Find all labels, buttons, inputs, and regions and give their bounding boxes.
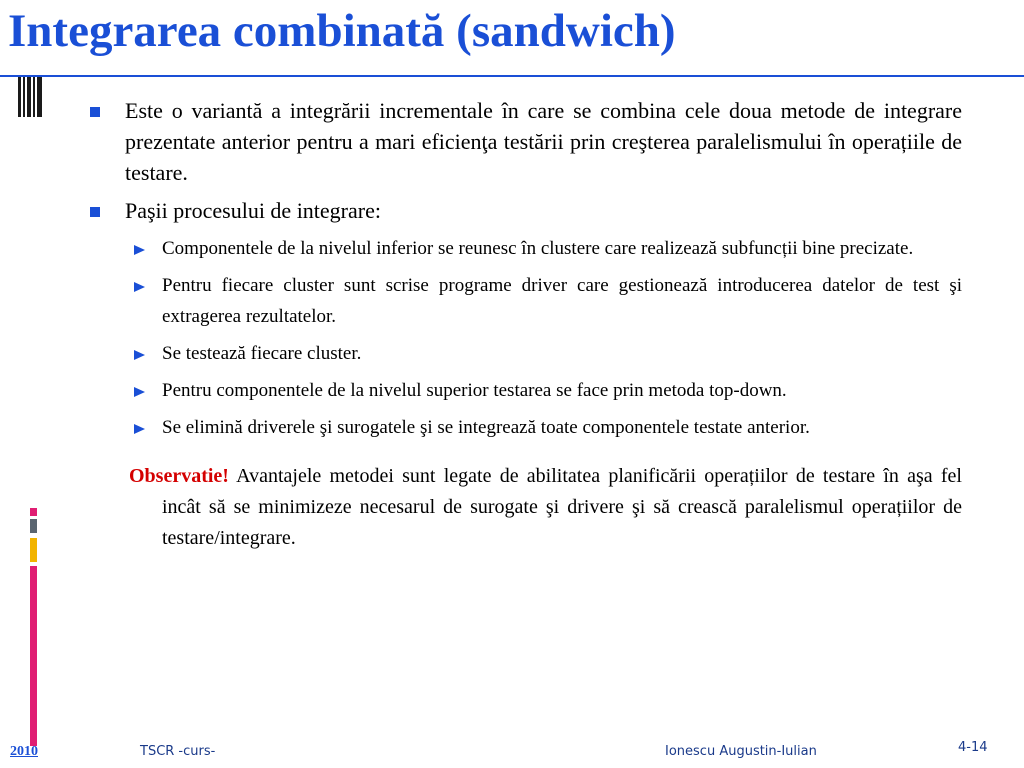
sub-bullet-text: Componentele de la nivelul inferior se reunesc în clustere care realizează subfuncții bine precizate. [162,238,914,259]
footer-year: 2010 [10,744,38,759]
decorative-side-bar [30,566,37,746]
bullet-text: Paşii procesului de integrare: [125,198,381,223]
observation-text: Avantajele metodei sunt legate de abilitatea planificării operațiilor de testare în aşa fel incât să se minimizeze necesarul de surogate şi drivere şi să crească paralelismul operațiilor de testare/integrare. [162,465,962,549]
sub-bullet-text: Se elimină driverele şi surogatele şi se integrează toate componentele testate anterior. [162,417,810,438]
triangle-bullet-icon [134,350,145,360]
triangle-bullet-icon [134,387,145,397]
triangle-bullet-icon [134,245,145,255]
bullet-text: Este o variantă a integrării incrementale în care se combina cele doua metode de integrare prezentate anterior pentru a mari eficienţa testării prin creşterea paralelismului în operațiile de testare. [125,98,962,185]
decorative-side-bar [30,508,37,516]
sub-bullet-item [162,375,962,406]
slide-body [90,95,962,554]
footer-page-number: 4-14 [958,740,988,755]
sub-bullet-item [162,233,962,264]
bullet-item [90,195,962,226]
title-underline [0,75,1024,77]
footer-author: Ionescu Augustin-Iulian [665,744,817,759]
slide-title: Integrarea combinată (sandwich) [8,5,676,57]
decorative-barcode-icon [18,77,42,117]
sub-bullet-text: Pentru fiecare cluster sunt scrise programe driver care gestionează introducerea datelor de test şi extragerea rezultatelor. [162,275,962,327]
bullet-item [90,95,962,188]
sub-bullet-item [162,338,962,369]
decorative-side-bar [30,538,37,562]
triangle-bullet-icon [134,424,145,434]
observation-note [129,461,962,554]
footer-course: TSCR -curs- [140,744,216,759]
triangle-bullet-icon [134,282,145,292]
decorative-side-bar [30,519,37,533]
sub-bullet-item [162,270,962,332]
square-bullet-icon [90,107,100,117]
sub-bullet-item [162,412,962,443]
sub-bullet-text: Se testează fiecare cluster. [162,343,362,364]
observation-label: Observatie! [129,465,229,487]
sub-bullet-text: Pentru componentele de la nivelul superior testarea se face prin metoda top-down. [162,380,787,401]
square-bullet-icon [90,207,100,217]
